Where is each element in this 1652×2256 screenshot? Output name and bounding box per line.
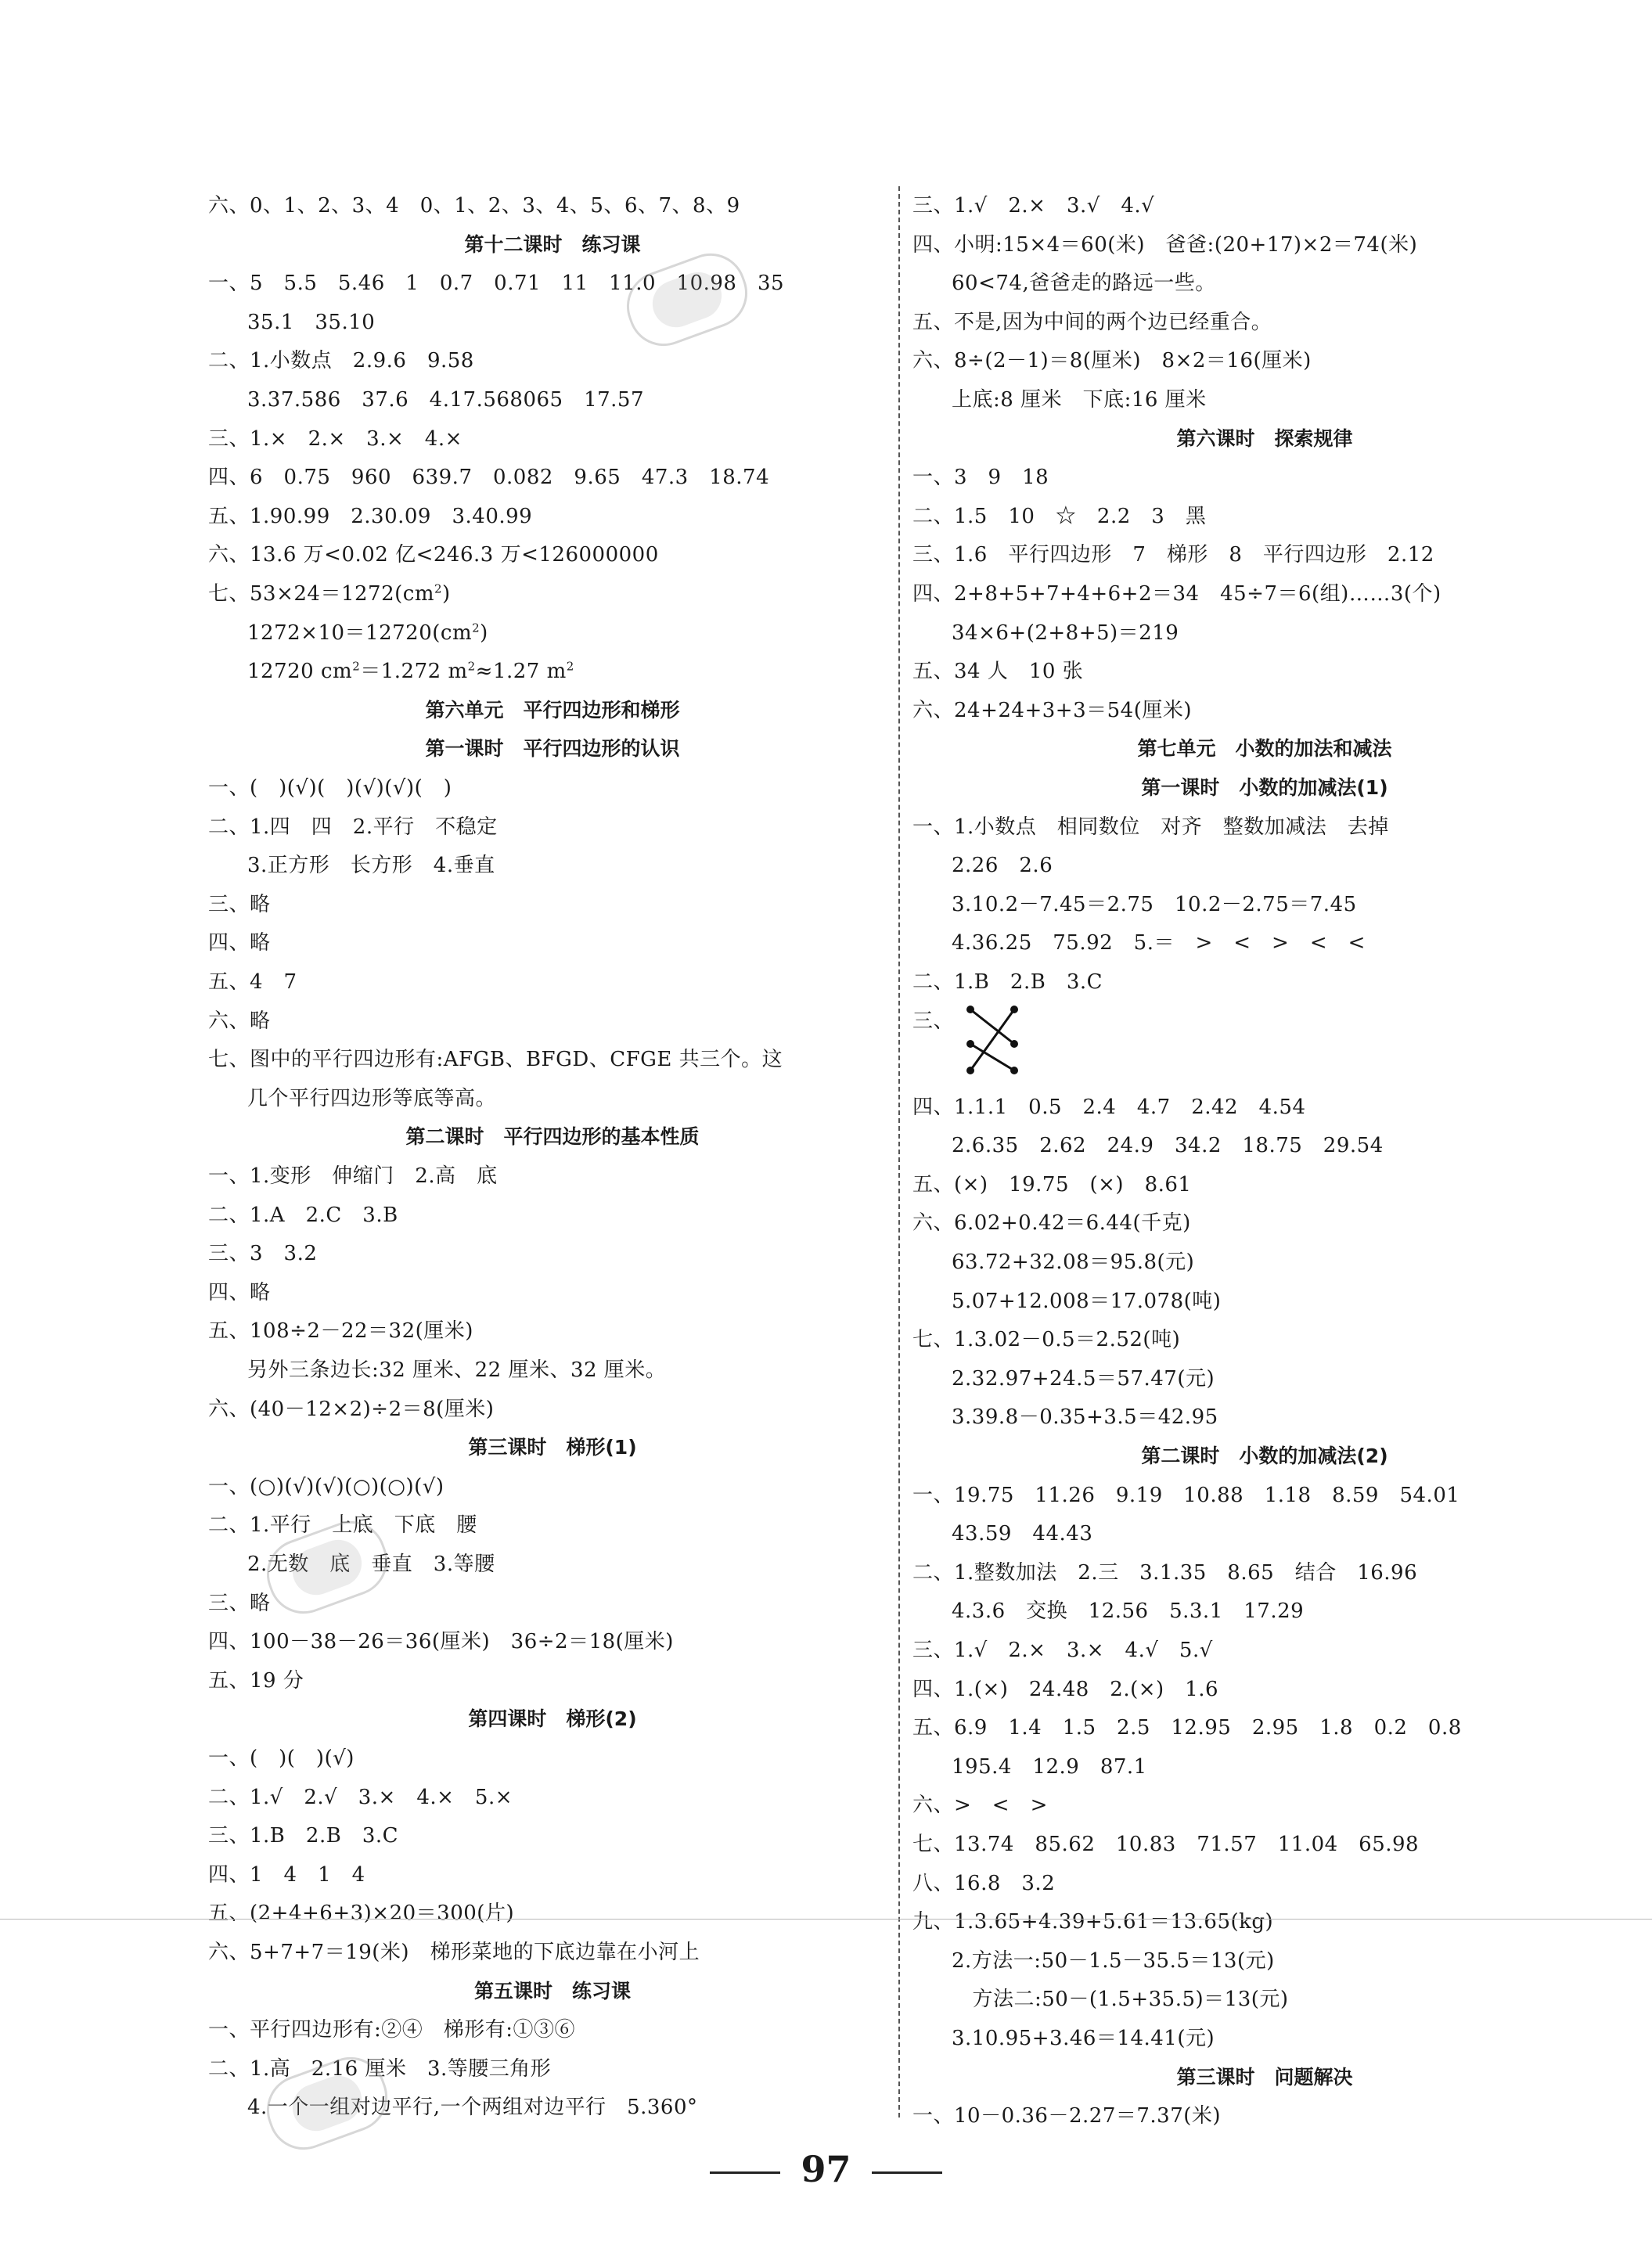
answer-line: 2.32.97+24.5＝57.47(元) [952, 1366, 1215, 1391]
watermark-stamp [617, 243, 757, 356]
section-heading: 第三课时 问题解决 [1176, 2065, 1353, 2089]
section-heading: 第六单元 平行四边形和梯形 [425, 698, 680, 721]
answer-line: 35.1 35.10 [247, 310, 376, 334]
section-heading: 第六课时 探索规律 [1176, 426, 1353, 450]
answer-line: 63.72+32.08＝95.8(元) [952, 1250, 1195, 1274]
answer-line: 五、不是,因为中间的两个边已经重合。 [912, 310, 1272, 334]
answer-line: 三、1.√ 2.× 3.√ 4.√ [912, 194, 1155, 218]
answer-line: 三、略 [208, 892, 271, 916]
answer-line: 五、(2+4+6+3)×20＝300(片) [208, 1902, 515, 1926]
answer-line: 一、( )(√)( )(√)(√)( ) [208, 776, 452, 800]
answer-line: 12720 $cm^2=1.272$ $m^2\approx 1.27$ $m^2$ [247, 659, 574, 684]
answer-line: 六、6.02+0.42＝6.44(千克) [912, 1211, 1191, 1236]
section-heading: 第十二课时 练习课 [464, 232, 641, 256]
answer-line: 三、1.× 2.× 3.× 4.× [208, 426, 462, 451]
answer-line: 三、 [912, 1009, 955, 1033]
answer-line: 六、24+24+3+3＝54(厘米) [912, 698, 1192, 722]
answer-line: 四、1.(×) 24.48 2.(×) 1.6 [912, 1677, 1219, 1701]
section-heading: 第七单元 小数的加法和减法 [1137, 737, 1392, 761]
answer-line: 3.10.2－7.45＝2.75 10.2－2.75＝7.45 [952, 892, 1357, 916]
answer-line: 六、13.6 万<0.02 亿<246.3 万<126000000 [208, 543, 659, 567]
answer-line: 二、1.B 2.B 3.C [912, 970, 1103, 994]
answer-line: 3.39.8－0.35+3.5＝42.95 [952, 1405, 1218, 1430]
section-heading: 第一课时 小数的加减法(1) [1141, 776, 1388, 799]
answer-line: 四、6 0.75 960 639.7 0.082 9.65 47.3 18.74 [208, 466, 770, 490]
answer-line: 3.10.95+3.46＝14.41(元) [952, 2027, 1215, 2050]
answer-line: 5.07+12.008＝17.078(吨) [952, 1289, 1222, 1313]
answer-line: 另外三条边长:32 厘米、22 厘米、32 厘米。 [247, 1358, 667, 1382]
answer-line: 一、平行四边形有:②④ 梯形有:①③⑥ [208, 2018, 576, 2042]
answer-line: 195.4 12.9 87.1 [952, 1754, 1147, 1779]
answer-line: 四、1 4 1 4 [208, 1862, 365, 1887]
answer-line: 2.26 2.6 [952, 854, 1053, 878]
answer-line: 一、10－0.36－2.27＝7.37(米) [912, 2104, 1222, 2128]
answer-line: 3.正方形 长方形 4.垂直 [247, 854, 495, 878]
answer-line: 一、3 9 18 [912, 466, 1049, 490]
page-fold-line [0, 1919, 1652, 1920]
answer-line: 43.59 44.43 [952, 1522, 1093, 1546]
answer-line: 一、19.75 11.26 9.19 10.88 1.18 8.59 54.01 [912, 1483, 1460, 1507]
answer-line: 九、1.3.65+4.39+5.61＝13.65(kg) [912, 1910, 1274, 1934]
answer-line: 七、1.3.02－0.5＝2.52(吨) [912, 1328, 1181, 1352]
answer-line: 二、1.√ 2.√ 3.× 4.× 5.× [208, 1785, 513, 1809]
answer-line: 4.3.6 交换 12.56 5.3.1 17.29 [952, 1599, 1305, 1624]
answer-line: 四、小明:15×4＝60(米) 爸爸:(20+17)×2＝74(米) [912, 232, 1418, 257]
answer-line: 上底:8 厘米 下底:16 厘米 [952, 388, 1207, 412]
answer-line: 四、1.1.1 0.5 2.4 4.7 2.42 4.54 [912, 1095, 1306, 1119]
answer-line: 34×6+(2+8+5)＝219 [952, 621, 1179, 645]
answer-line: 五、19 分 [208, 1668, 304, 1693]
answer-line: 三、1.B 2.B 3.C [208, 1824, 399, 1848]
answer-line: 四、2+8+5+7+4+6+2＝34 45÷7＝6(组)……3(个) [912, 582, 1441, 606]
answer-line: 3.37.586 37.6 4.17.568065 17.57 [247, 388, 645, 412]
answer-line: 六、5+7+7＝19(米) 梯形菜地的下底边靠在小河上 [208, 1941, 700, 1964]
page-number [0, 2146, 1652, 2193]
section-heading: 第一课时 平行四边形的认识 [425, 737, 680, 761]
answer-line: 二、1.小数点 2.9.6 9.58 [208, 349, 474, 373]
section-heading: 第三课时 梯形(1) [468, 1436, 637, 1459]
matching-lines-figure [964, 1003, 1020, 1078]
section-heading: 第二课时 小数的加减法(2) [1141, 1445, 1388, 1467]
answer-line: 六、(40－12×2)÷2＝8(厘米) [208, 1397, 495, 1421]
answer-line: 二、1.A 2.C 3.B [208, 1203, 398, 1227]
answer-line: 4.36.25 75.92 5.＝ > < > < < [952, 931, 1366, 955]
answer-line: 四、略 [208, 931, 271, 955]
answer-line: 四、100－38－26＝36(厘米) 36÷2＝18(厘米) [208, 1630, 674, 1654]
answer-line: 六、8÷(2－1)＝8(厘米) 8×2＝16(厘米) [912, 349, 1312, 373]
answer-line: 二、1.整数加法 2.三 3.1.35 8.65 结合 16.96 [912, 1560, 1418, 1585]
answer-line: 一、1.小数点 相同数位 对齐 整数加减法 去掉 [912, 815, 1389, 839]
answer-line: 几个平行四边形等底等高。 [247, 1086, 497, 1110]
answer-line: 二、1.5 10 ☆ 2.2 3 黑 [912, 504, 1207, 528]
answer-line: 六、> < > [912, 1794, 1048, 1818]
answer-line: 2.6.35 2.62 24.9 34.2 18.75 29.54 [952, 1134, 1384, 1158]
answer-line: 八、16.8 3.2 [912, 1871, 1056, 1895]
answer-line: 2.无数 底 垂直 3.等腰 [247, 1553, 495, 1576]
answer-line: 一、( )( )(√) [208, 1747, 355, 1770]
answer-line: 六、略 [208, 1009, 271, 1033]
answer-line: 七、$53\times 24=1272(cm^2)$ [208, 581, 451, 606]
answer-line: 一、(○)(√)(√)(○)(○)(√) [208, 1474, 444, 1499]
answer-line: 三、1.6 平行四边形 7 梯形 8 平行四边形 2.12 [912, 543, 1434, 567]
answer-line: 七、13.74 85.62 10.83 71.57 11.04 65.98 [912, 1833, 1420, 1856]
answer-line: 五、1.90.99 2.30.09 3.40.99 [208, 504, 533, 528]
section-heading: 第四课时 梯形(2) [468, 1707, 637, 1731]
answer-line: $1272\times 10=12720(cm^2)$ [247, 620, 488, 645]
answer-line: 4.一个一组对边平行,一个两组对边平行 5.360° [247, 2096, 698, 2120]
answer-line: 三、3 3.2 [208, 1242, 318, 1266]
section-heading: 第二课时 平行四边形的基本性质 [405, 1125, 700, 1149]
column-divider [898, 186, 900, 2117]
answer-line: 三、1.√ 2.× 3.× 4.√ 5.√ [912, 1639, 1213, 1662]
answer-line: 二、1.平行 上底 下底 腰 [208, 1513, 477, 1538]
section-heading: 第五课时 练习课 [473, 1979, 631, 2002]
answer-line: 2.方法一:50－1.5－35.5＝13(元) [952, 1948, 1275, 1973]
answer-line: 四、略 [208, 1280, 271, 1304]
answer-line: 60<74,爸爸走的路远一些。 [952, 272, 1216, 296]
answer-line: 方法二:50－(1.5+35.5)＝13(元) [952, 1988, 1289, 2012]
answer-line: 七、图中的平行四边形有:AFGB、BFGD、CFGE 共三个。这 [208, 1048, 783, 1072]
answer-line: 二、1.四 四 2.平行 不稳定 [208, 815, 498, 839]
answer-line: 五、34 人 10 张 [912, 660, 1084, 684]
page-number-text: 97 [801, 2148, 851, 2190]
answer-line: 六、0、1、2、3、4 0、1、2、3、4、5、6、7、8、9 [208, 194, 740, 218]
answer-line: 五、108÷2－22＝32(厘米) [208, 1319, 473, 1344]
answer-line: 三、略 [208, 1591, 271, 1615]
answer-line: 一、5 5.5 5.46 1 0.7 0.71 11 11.0 10.98 35 [208, 272, 785, 296]
answer-line: 五、4 7 [208, 970, 297, 994]
answer-line: 一、1.变形 伸缩门 2.高 底 [208, 1164, 498, 1188]
answer-line: 五、(×) 19.75 (×) 8.61 [912, 1172, 1192, 1196]
answer-line: 五、6.9 1.4 1.5 2.5 12.95 2.95 1.8 0.2 0.8 [912, 1716, 1462, 1740]
answer-line: 二、1.高 2.16 厘米 3.等腰三角形 [208, 2056, 552, 2081]
